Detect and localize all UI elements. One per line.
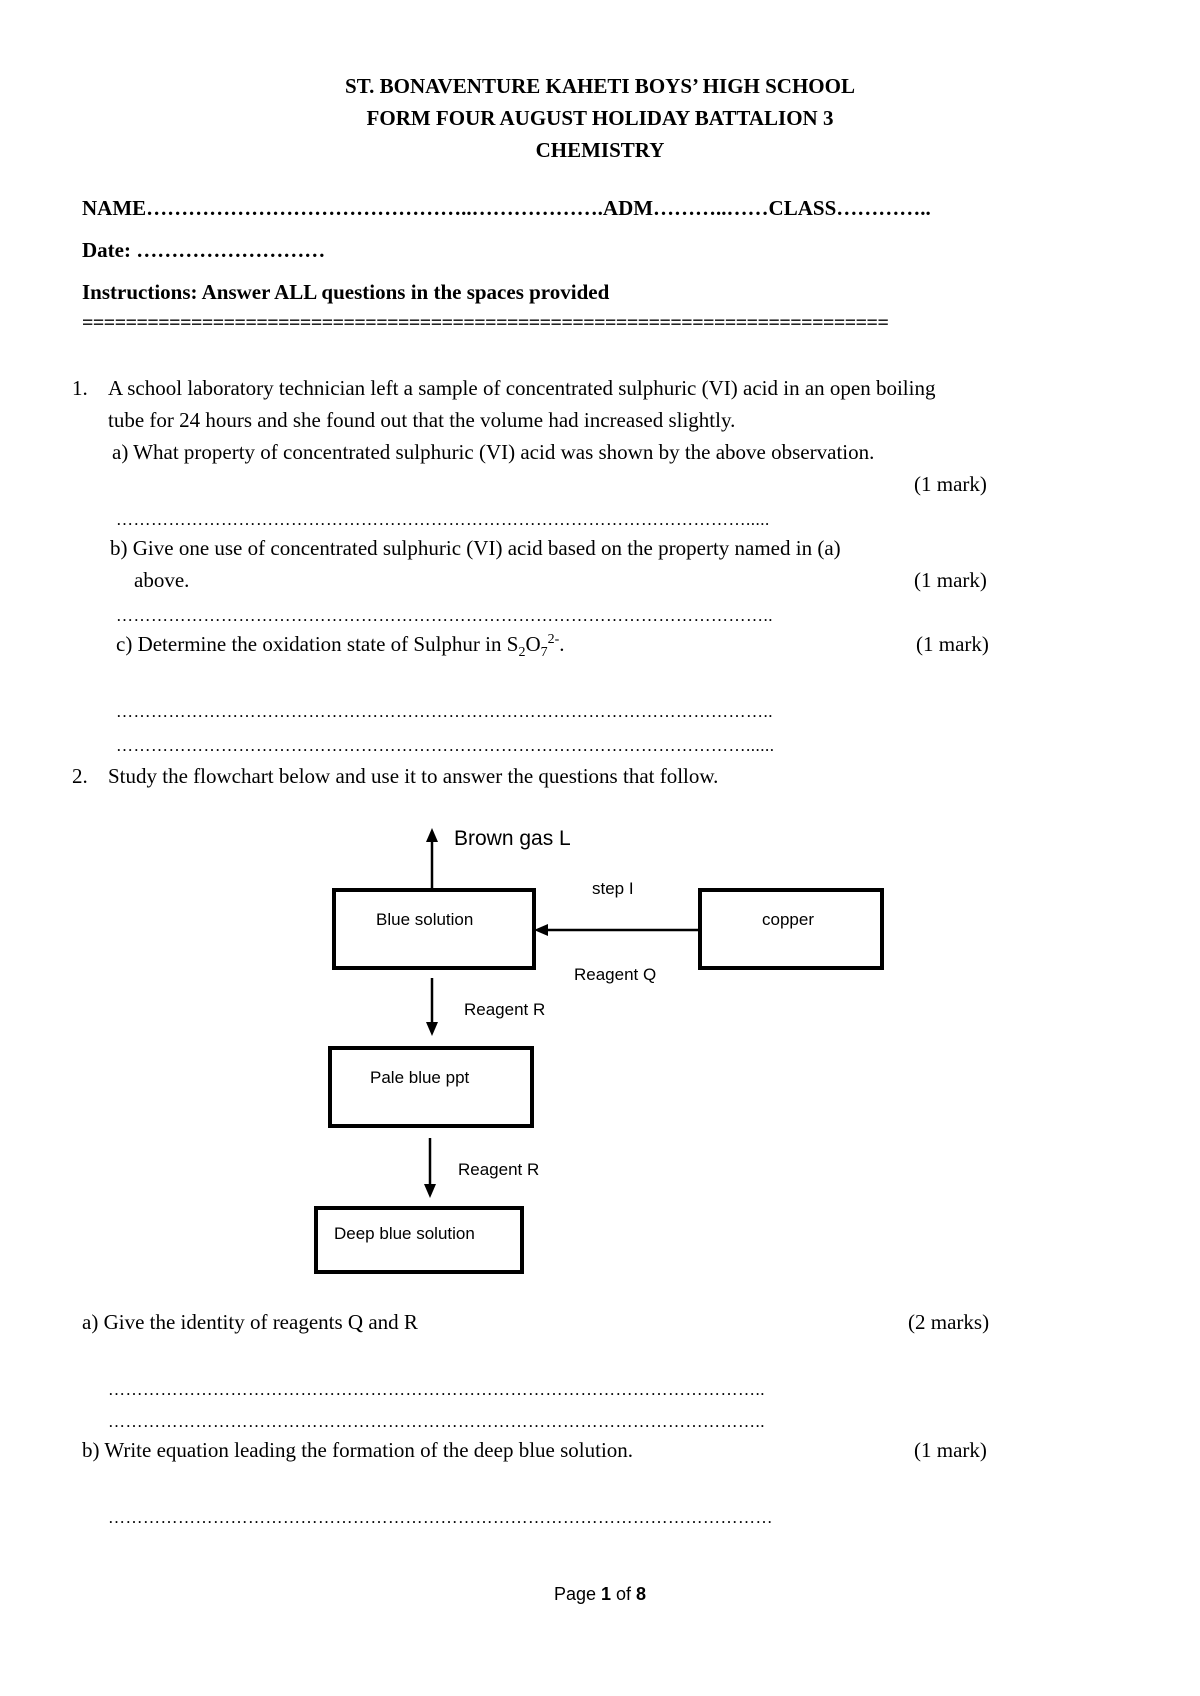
q2-stem: Study the flowchart below and use it to answer the questions that follow. <box>108 764 719 788</box>
box-deep-blue-solution <box>314 1206 524 1274</box>
gas-label: Brown gas L <box>454 827 571 850</box>
q1c-marks: (1 mark) <box>916 632 989 656</box>
q1a-marks: (1 mark) <box>914 472 987 496</box>
instructions: Instructions: Answer ALL questions in the spaces provided <box>82 280 610 304</box>
q1a-text: a) What property of concentrated sulphuric (VI) acid was shown by the above observation. <box>112 440 875 464</box>
q1-stem-line1: A school laboratory technician left a sample of concentrated sulphuric (VI) acid in an open boiling <box>108 376 936 400</box>
q1a-answer-line: ………………………………………………………………………………………………..... <box>116 510 770 529</box>
subject-title: CHEMISTRY <box>535 138 665 162</box>
box-blue-solution <box>332 888 536 970</box>
box-pale-blue-ppt <box>328 1046 534 1128</box>
box-blue-solution-label: Blue solution <box>376 910 474 929</box>
q2-number: 2. <box>72 764 88 788</box>
date-line: Date: ……………………… <box>82 238 326 262</box>
q1-stem-line2: tube for 24 hours and she found out that the volume had increased slightly. <box>108 408 736 432</box>
q2a-marks: (2 marks) <box>908 1310 990 1334</box>
q1c-label: c) Determine the oxidation state of Sulphur in <box>116 632 507 656</box>
reagent-r-label-1: Reagent R <box>464 1000 546 1019</box>
q1c-answer-line-1: ………………………………………………………………………………………………….. <box>116 702 773 721</box>
box-copper-label: copper <box>762 910 814 929</box>
q1b-text-line2: above. <box>134 568 190 592</box>
separator-line: ========================================================================== <box>82 312 889 334</box>
exam-title: FORM FOUR AUGUST HOLIDAY BATTALION 3 <box>366 106 834 130</box>
q1b-marks: (1 mark) <box>914 568 987 592</box>
box-pale-blue-ppt-label: Pale blue ppt <box>370 1068 470 1087</box>
q1-number: 1. <box>72 376 88 400</box>
q2a-text: a) Give the identity of reagents Q and R <box>82 1310 418 1334</box>
page-number: Page 1 of 8 <box>553 1584 647 1604</box>
q1b-answer-line: ………………………………………………………………………………………………….. <box>116 606 773 625</box>
box-deep-blue-solution-label: Deep blue solution <box>334 1224 475 1243</box>
reagent-r-label-2: Reagent R <box>458 1160 540 1179</box>
q2b-marks: (1 mark) <box>914 1438 987 1462</box>
school-name: ST. BONAVENTURE KAHETI BOYS’ HIGH SCHOOL <box>345 74 855 98</box>
q1c-formula: $S_2O_7^{2-}$. <box>506 632 565 661</box>
name-adm-class-line: NAME………………………………………..……………….ADM………..……CLASS………….. <box>82 196 931 220</box>
q2b-text: b) Write equation leading the formation of the deep blue solution. <box>82 1438 634 1462</box>
q1c-answer-line-2: ………………………………………………………………………………………………...... <box>116 736 775 755</box>
step-label: step I <box>592 879 634 898</box>
q2a-answer-line-1: ………………………………………………………………………………………………….. <box>108 1380 765 1399</box>
q2a-answer-line-2: ………………………………………………………………………………………………….. <box>108 1412 765 1431</box>
q2b-answer-line: …………………………………………………………………………………………………… <box>108 1508 773 1527</box>
reagent-q-label: Reagent Q <box>574 965 657 984</box>
box-copper <box>698 888 884 970</box>
q1b-text-line1: b) Give one use of concentrated sulphuric (VI) acid based on the property named in (a) <box>110 536 841 560</box>
